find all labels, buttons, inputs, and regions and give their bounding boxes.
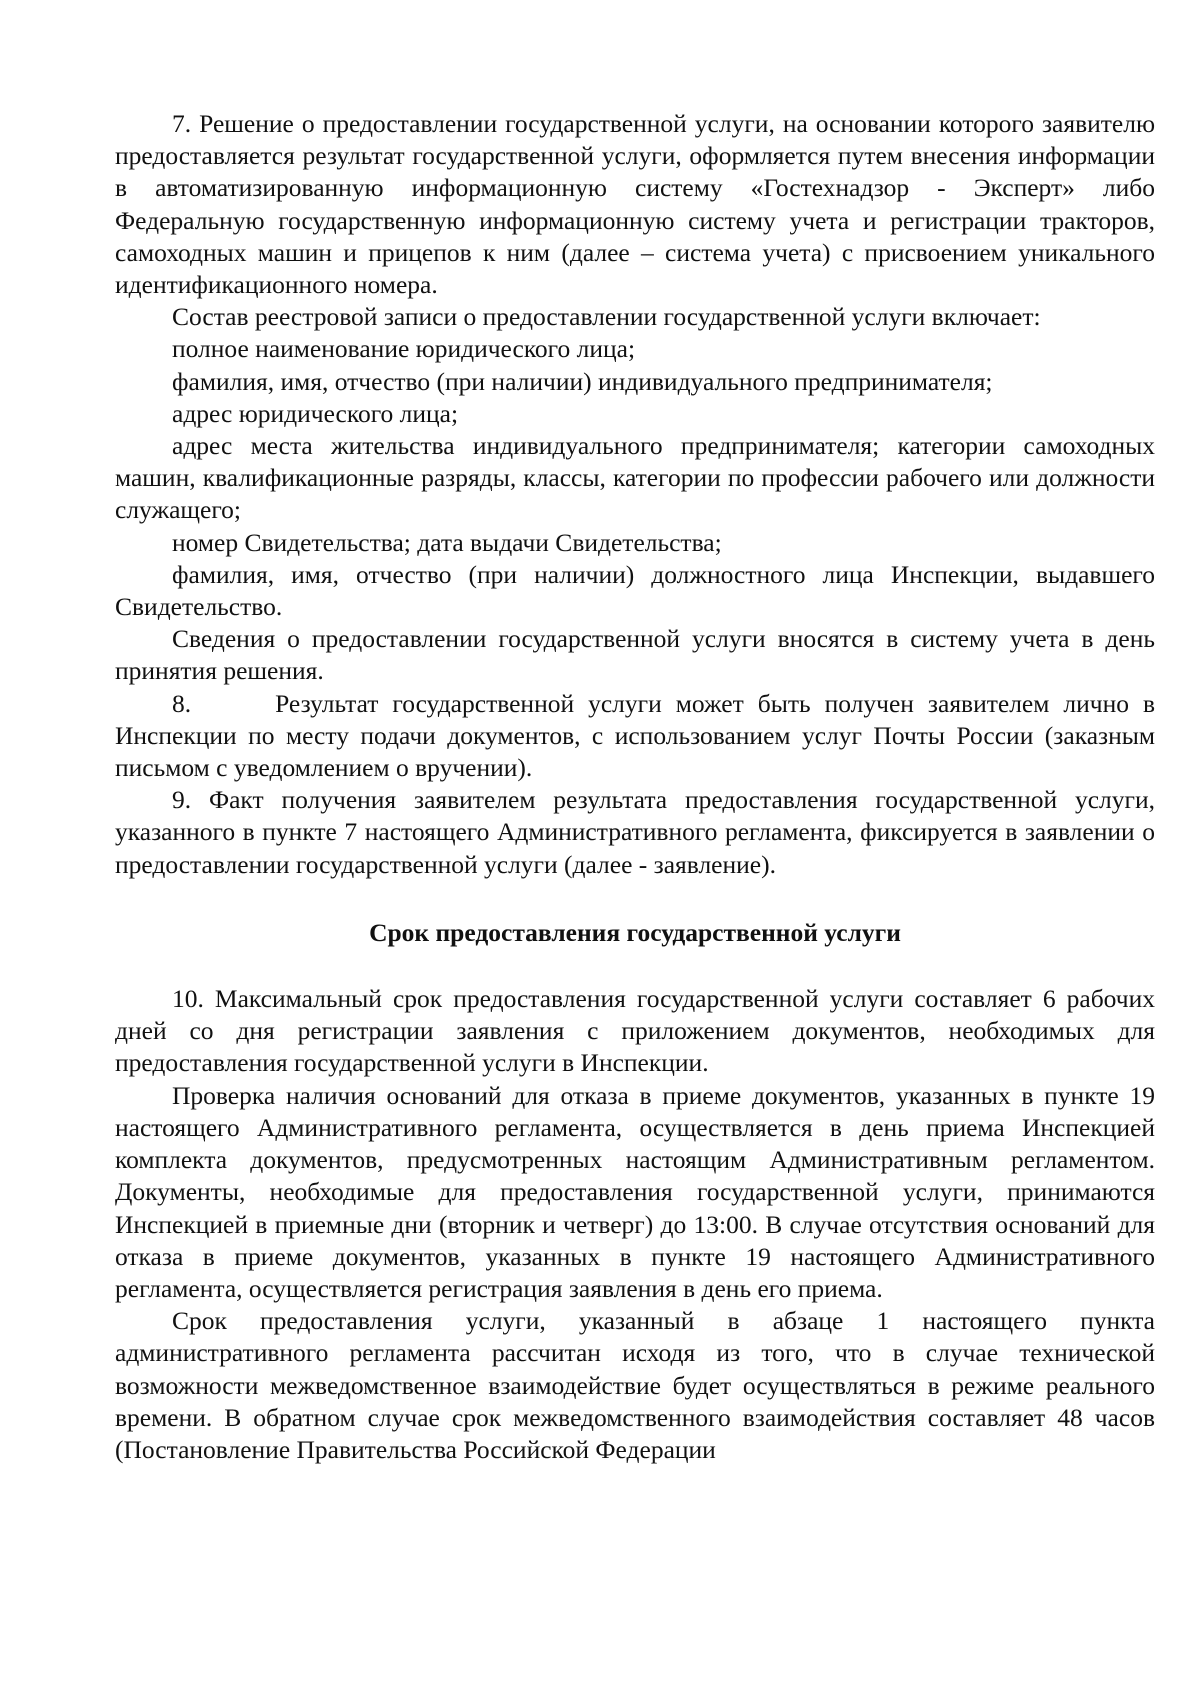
paragraph-legal-name: полное наименование юридического лица; <box>172 334 636 364</box>
paragraph-item-7: 7. Решение о предоставлении государственной услуги, на основании которого заявителю предоставляется результат государственной услуги, оформляется путем внесения информации в автоматизированную информационную систему «Гостехнадзор - Эксперт» либо Федеральную государственную информационную систему учета и регистрации тракторов, самоходных машин и прицепов к ним (далее – система учета) с присвоением уникального идентификационного номера. <box>115 109 1155 300</box>
paragraph-document-check: Проверка наличия оснований для отказа в приеме документов, указанных в пункте 19 настоящего Административного регламента, осуществляется в день приема Инспекцией комплекта документов, предусмотренных настоящим Административным регламентом. Документы, необходимые для предоставления государственной услуги, принимаются Инспекцией в приемные дни (вторник и четверг) до 13:00. В случае отсутствия оснований для отказа в приеме документов, указанных в пункте 19 настоящего Административного регламента, осуществляется регистрация заявления в день его приема. <box>115 1080 1155 1303</box>
paragraph-service-term: Срок предоставления услуги, указанный в абзаце 1 настоящего пункта административного регламента рассчитан исходя из того, что в случае технической возможности межведомственное взаимодействие будет осуществляться в режиме реального времени. В обратном случае срок межведомственного взаимодействия составляет 48 часов (Постановление Правительства Российской Федерации <box>115 1306 1155 1464</box>
paragraph-registry-entry: Сведения о предоставлении государственной услуги вносятся в систему учета в день принятия решения. <box>115 624 1155 686</box>
paragraph-official-name: фамилия, имя, отчество (при наличии) должностного лица Инспекции, выдавшего Свидетельство. <box>115 559 1155 622</box>
paragraph-item-10: 10. Максимальный срок предоставления государственной услуги составляет 6 рабочих дней со дня регистрации заявления с приложением документов, необходимых для предоставления государственной услуги в Инспекции. <box>115 984 1155 1078</box>
document-page <box>115 108 1155 1466</box>
paragraph-certificate-number: номер Свидетельства; дата выдачи Свидетельства; <box>172 527 722 557</box>
paragraph-residence-address: адрес места жительства индивидуального предпринимателя; категории самоходных машин, квалификационные разряды, классы, категории по профессии рабочего или должности служащего; <box>115 431 1155 525</box>
section-heading: Срок предоставления государственной услуги <box>369 917 901 947</box>
paragraph-entrepreneur-name: фамилия, имя, отчество (при наличии) индивидуального предпринимателя; <box>172 366 993 396</box>
paragraph-item-8: 8. Результат государственной услуги может быть получен заявителем лично в Инспекции по месту подачи документов, с использованием услуг Почты России (заказным письмом с уведомлением о вручении). <box>115 688 1155 783</box>
paragraph-item-9: 9. Факт получения заявителем результата предоставления государственной услуги, указанного в пункте 7 настоящего Административного регламента, фиксируется в заявлении о предоставлении государственной услуги (далее - заявление). <box>115 785 1155 879</box>
paragraph-registry-record: Состав реестровой записи о предоставлении государственной услуги включает: <box>172 302 1041 332</box>
paragraph-legal-address: адрес юридического лица; <box>172 398 459 428</box>
